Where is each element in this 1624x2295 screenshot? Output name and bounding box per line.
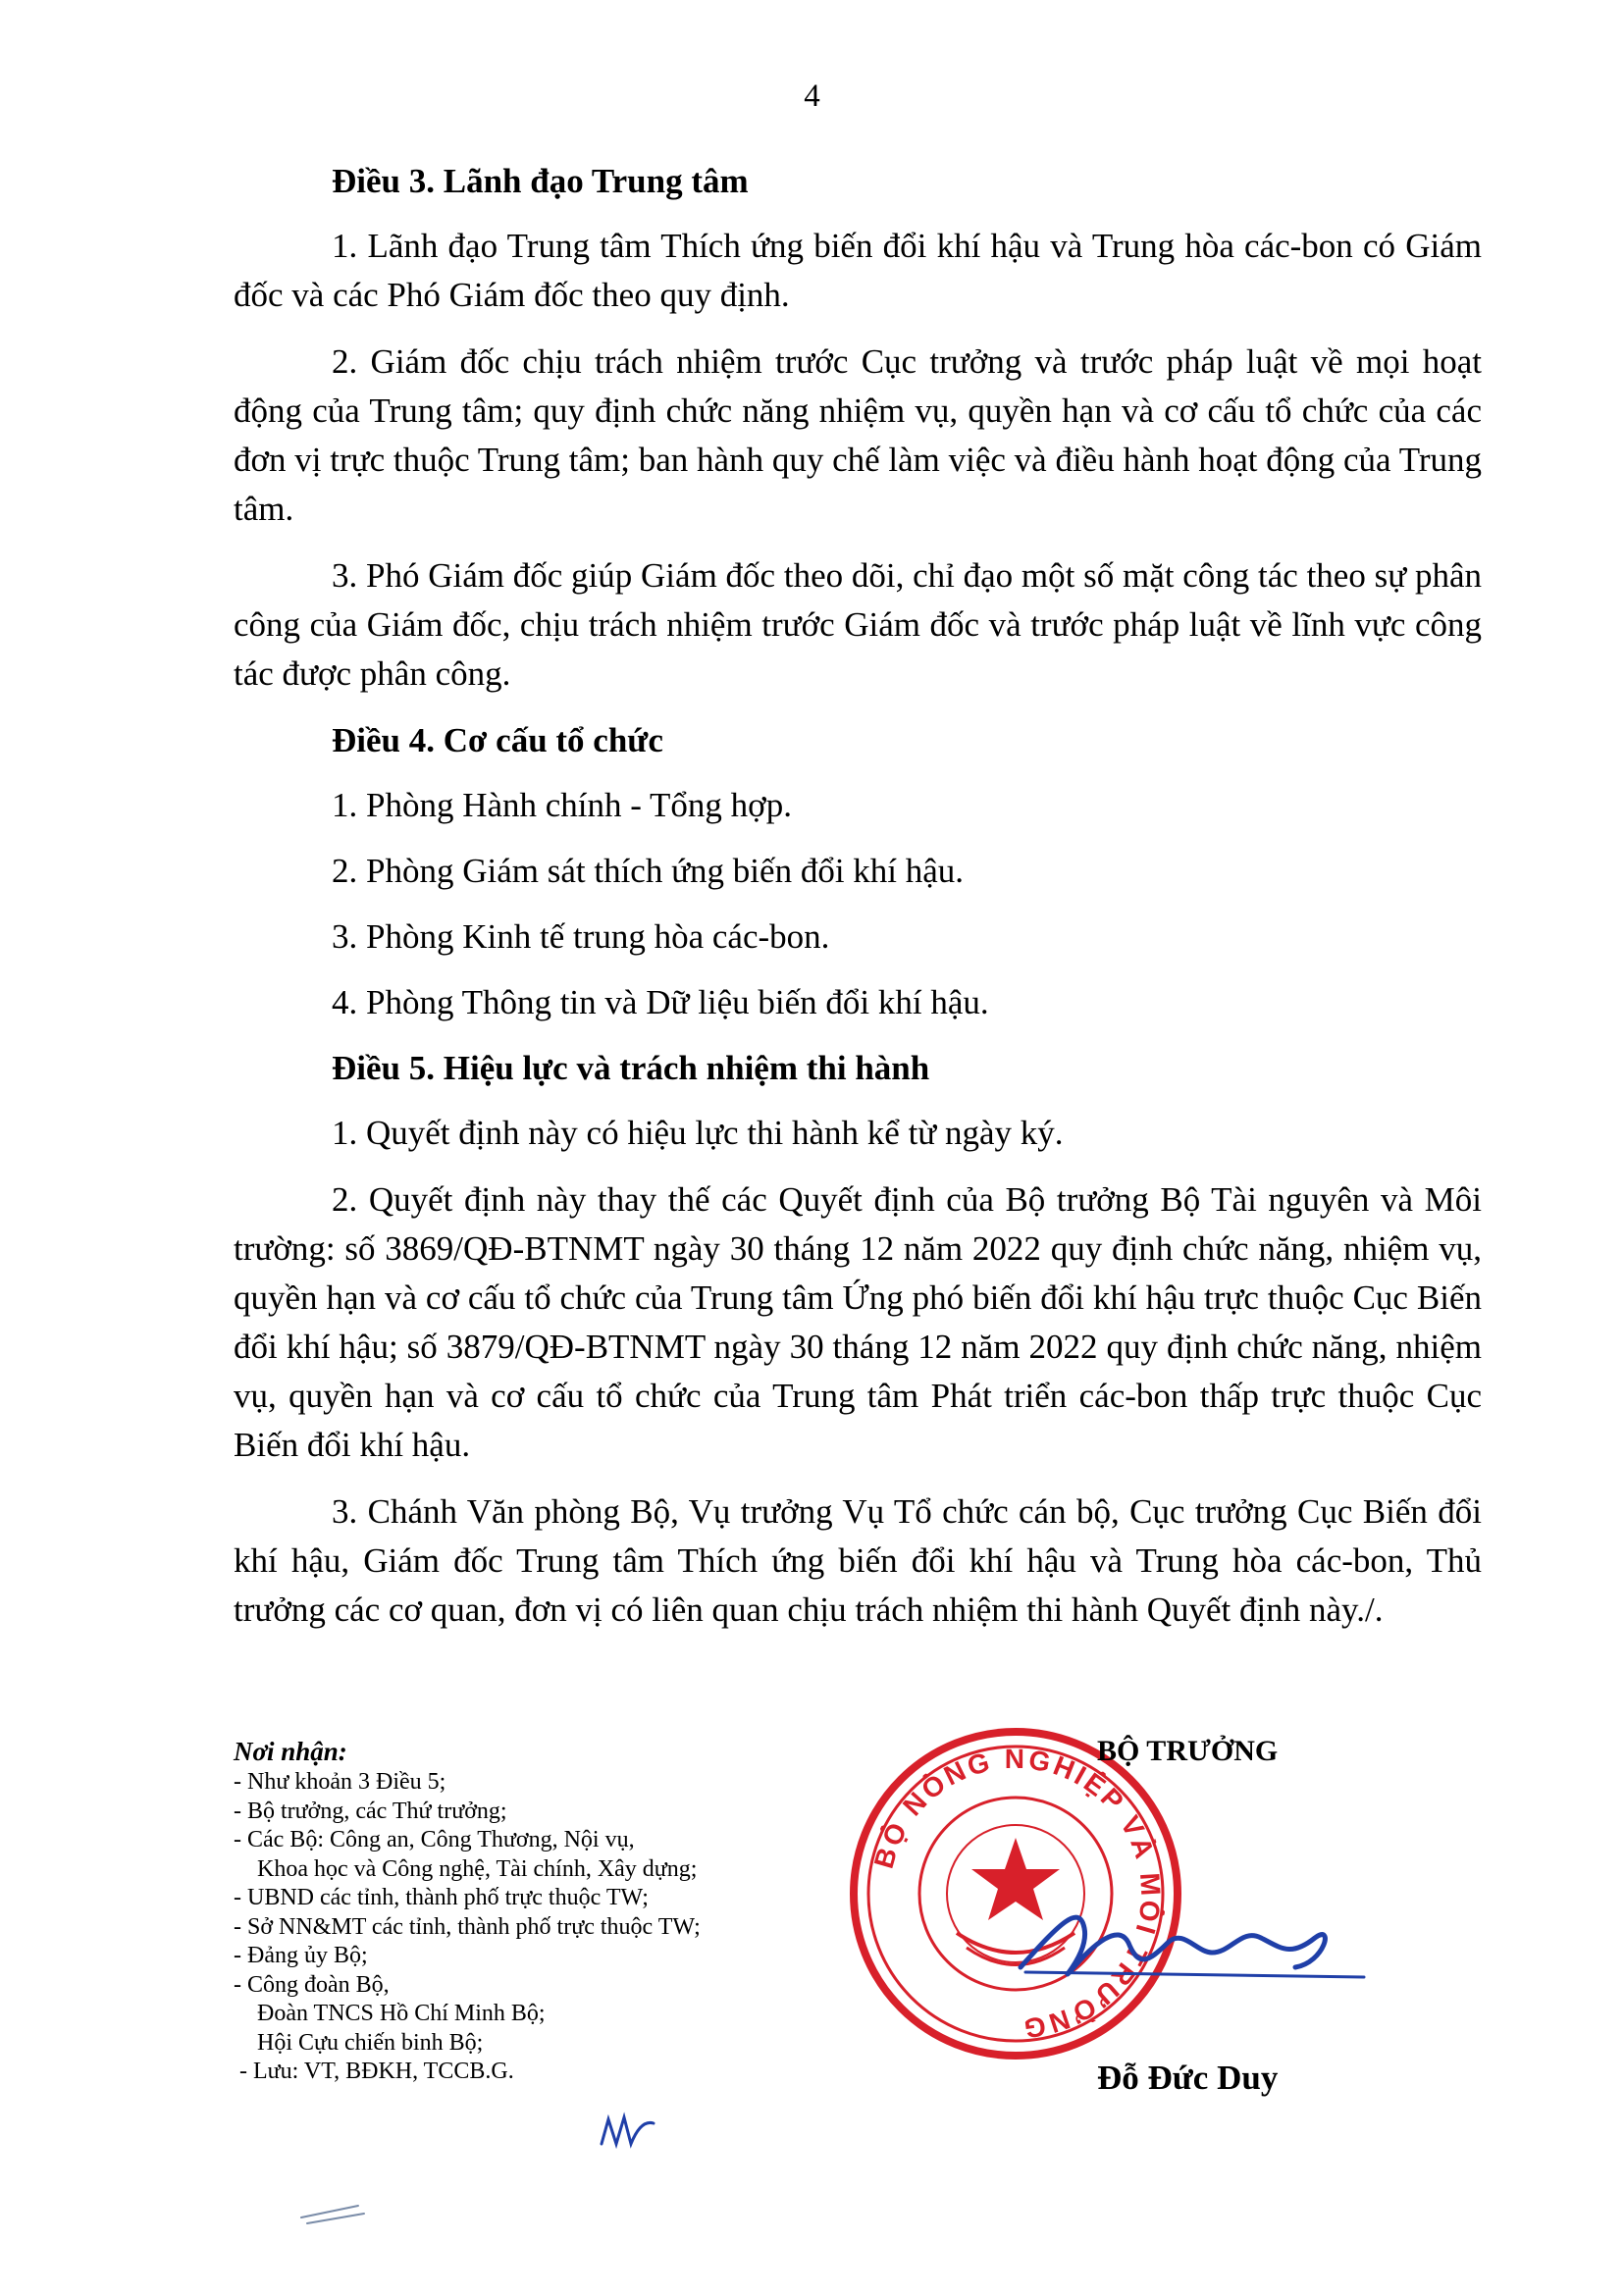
recipient-line: - Như khoản 3 Điều 5; <box>234 1769 446 1795</box>
signature <box>1001 1884 1374 2011</box>
article-4-item: 4. Phòng Thông tin và Dữ liệu biến đổi khí hậu. <box>332 983 989 1021</box>
article-4-item: 1. Phòng Hành chính - Tổng hợp. <box>332 786 792 824</box>
article-3-paragraph: 2. Giám đốc chịu trách nhiệm trước Cục trưởng và trước pháp luật về mọi hoạt động của Trung tâm; quy định chức năng nhiệm vụ, quyền hạn và cơ cấu tổ chức của các đơn vị trực thuộc Trung tâm; ban hành quy chế làm việc và điều hành hoạt động của Trung tâm. <box>234 342 1482 528</box>
article-5-paragraph: 2. Quyết định này thay thế các Quyết định của Bộ trưởng Bộ Tài nguyên và Môi trường: số 3869/QĐ-BTNMT ngày 30 tháng 12 năm 2022 quy định chức năng, nhiệm vụ, quyền hạn và cơ cấu tổ chức của Trung tâm Ứng phó biến đổi khí hậu trực thuộc Cục Biến đổi khí hậu; số 3879/QĐ-BTNMT ngày 30 tháng 12 năm 2022 quy định chức năng, nhiệm vụ, quyền hạn và cơ cấu tổ chức của Trung tâm Phát triển các-bon thấp trực thuộc Cục Biến đổi khí hậu. <box>234 1180 1482 1464</box>
recipient-line: - Các Bộ: Công an, Công Thương, Nội vụ, <box>234 1827 635 1852</box>
article-4-item: 3. Phòng Kinh tế trung hòa các-bon. <box>332 917 830 956</box>
recipient-line: - Công đoàn Bộ, <box>234 1971 390 1998</box>
article-3-paragraph: 1. Lãnh đạo Trung tâm Thích ứng biến đổi khí hậu và Trung hòa các-bon có Giám đốc và các Phó Giám đốc theo quy định. <box>234 227 1482 314</box>
recipients-title: Nơi nhận: <box>234 1737 347 1766</box>
article-4-heading: Điều 4. Cơ cấu tổ chức <box>332 721 663 759</box>
signer-title: BỘ TRƯỞNG <box>1097 1735 1279 1767</box>
article-5-heading: Điều 5. Hiệu lực và trách nhiệm thi hành <box>332 1049 930 1087</box>
recipient-line: Đoàn TNCS Hồ Chí Minh Bộ; <box>234 2001 546 2026</box>
article-3-paragraph: 3. Phó Giám đốc giúp Giám đốc theo dõi, chỉ đạo một số mặt công tác theo sự phân công của Giám đốc, chịu trách nhiệm trước Giám đốc và trước pháp luật về lĩnh vực công tác được phân công. <box>234 556 1482 693</box>
recipient-line: Khoa học và Công nghệ, Tài chính, Xây dựng; <box>234 1855 698 1882</box>
recipients-block <box>234 1735 862 2087</box>
article-4-item: 2. Phòng Giám sát thích ứng biến đổi khí hậu. <box>332 852 965 890</box>
article-5-paragraph: 1. Quyết định này có hiệu lực thi hành kể từ ngày ký. <box>332 1114 1064 1152</box>
document-body <box>234 157 1482 1652</box>
recipient-line: - Lưu: VT, BĐKH, TCCB.G. <box>234 2059 514 2084</box>
recipient-line: - Bộ trưởng, các Thứ trưởng; <box>234 1798 507 1824</box>
page-number: 4 <box>804 78 820 114</box>
signer-name: Đỗ Đức Duy <box>1097 2059 1279 2097</box>
pen-stroke <box>299 2198 368 2227</box>
article-5-paragraph: 3. Chánh Văn phòng Bộ, Vụ trưởng Vụ Tổ chức cán bộ, Cục trưởng Cục Biến đổi khí hậu, Giám đốc Trung tâm Thích ứng biến đổi khí hậu và Trung hòa các-bon, Thủ trưởng các cơ quan, đơn vị có liên quan chịu trách nhiệm thi hành Quyết định này./. <box>234 1492 1482 1629</box>
svg-text:BỘ NÔNG NGHIỆP VÀ MÔI TRƯỜNG: BỘ NÔNG NGHIỆP VÀ MÔI TRƯỜNG <box>867 1743 1167 2045</box>
article-3-heading: Điều 3. Lãnh đạo Trung tâm <box>332 162 749 200</box>
recipient-line: - Sở NN&MT các tỉnh, thành phố trực thuộc TW; <box>234 1913 701 1940</box>
handwritten-initial <box>597 2110 655 2154</box>
recipient-line: - UBND các tỉnh, thành phố trực thuộc TW; <box>234 1885 649 1910</box>
recipient-line: - Đảng ủy Bộ; <box>234 1943 368 1968</box>
recipient-line: Hội Cựu chiến binh Bộ; <box>234 2029 484 2056</box>
